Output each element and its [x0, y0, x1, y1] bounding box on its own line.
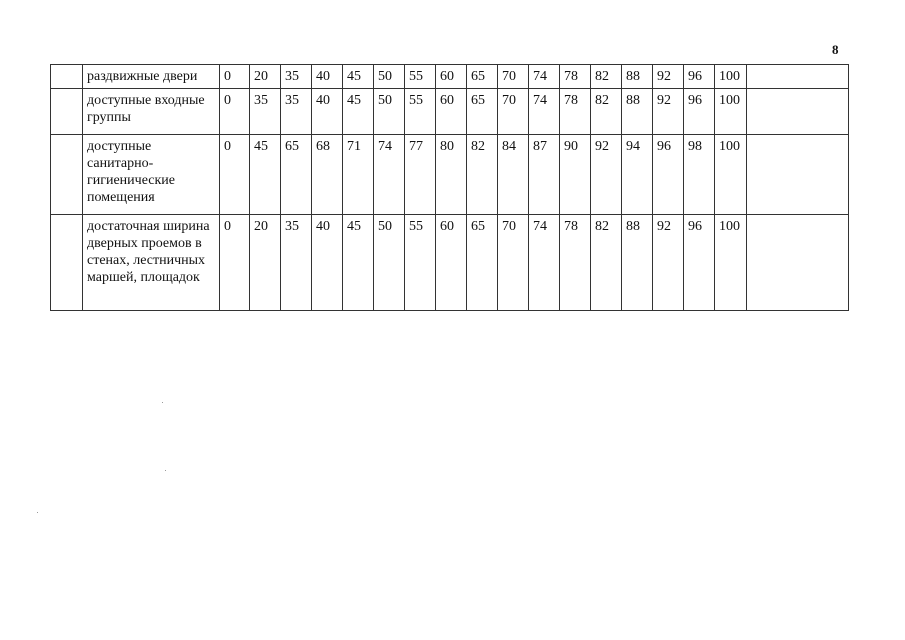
page-number: 8: [832, 42, 839, 57]
row-label: раздвижные двери: [83, 65, 220, 89]
value-cell: 50: [374, 65, 405, 89]
indicator-table: [50, 64, 849, 311]
value-cell: 88: [622, 65, 653, 89]
value-cell: 78: [560, 215, 591, 311]
value-cell: 60: [436, 89, 467, 135]
row-number-cell: [51, 89, 83, 135]
value-cell: 100: [715, 135, 747, 215]
table-row: [51, 215, 849, 311]
value-cell: 96: [684, 65, 715, 89]
value-cell: 68: [312, 135, 343, 215]
value-cell: 92: [653, 65, 684, 89]
value-cell: 45: [250, 135, 281, 215]
table-row: [51, 135, 849, 215]
value-cell: 87: [529, 135, 560, 215]
value-cell: 88: [622, 215, 653, 311]
value-cell: 55: [405, 65, 436, 89]
row-number-cell: [51, 135, 83, 215]
value-cell: 100: [715, 65, 747, 89]
value-cell: 60: [436, 65, 467, 89]
value-cell: 70: [498, 65, 529, 89]
value-cell: 35: [281, 65, 312, 89]
value-cell: 92: [591, 135, 622, 215]
value-cell: 50: [374, 215, 405, 311]
scan-speck: [162, 402, 163, 403]
row-label: доступные санитарно-гигиенические помещения: [83, 135, 220, 215]
value-cell: 82: [591, 215, 622, 311]
value-cell: 80: [436, 135, 467, 215]
value-cell: 0: [220, 135, 250, 215]
value-cell: 82: [591, 89, 622, 135]
row-label: доступные входные группы: [83, 89, 220, 135]
value-cell: 35: [281, 215, 312, 311]
value-cell: 78: [560, 89, 591, 135]
value-cell: 88: [622, 89, 653, 135]
value-cell: 45: [343, 215, 374, 311]
value-cell: 65: [467, 65, 498, 89]
value-cell: 40: [312, 65, 343, 89]
value-cell: 90: [560, 135, 591, 215]
empty-cell: [747, 89, 849, 135]
table-row: [51, 65, 849, 89]
value-cell: 96: [684, 89, 715, 135]
empty-cell: [747, 135, 849, 215]
value-cell: 70: [498, 89, 529, 135]
value-cell: 96: [684, 215, 715, 311]
table-row: [51, 89, 849, 135]
value-cell: 77: [405, 135, 436, 215]
value-cell: 84: [498, 135, 529, 215]
value-cell: 74: [374, 135, 405, 215]
value-cell: 94: [622, 135, 653, 215]
value-cell: 20: [250, 65, 281, 89]
row-number-cell: [51, 65, 83, 89]
value-cell: 0: [220, 65, 250, 89]
scan-speck: [165, 470, 166, 471]
value-cell: 0: [220, 89, 250, 135]
value-cell: 82: [467, 135, 498, 215]
value-cell: 20: [250, 215, 281, 311]
value-cell: 65: [467, 89, 498, 135]
value-cell: 78: [560, 65, 591, 89]
empty-cell: [747, 215, 849, 311]
empty-cell: [747, 65, 849, 89]
scan-speck: [37, 512, 38, 513]
value-cell: 45: [343, 65, 374, 89]
value-cell: 82: [591, 65, 622, 89]
value-cell: 100: [715, 89, 747, 135]
value-cell: 35: [250, 89, 281, 135]
value-cell: 92: [653, 215, 684, 311]
value-cell: 0: [220, 215, 250, 311]
value-cell: 65: [467, 215, 498, 311]
value-cell: 96: [653, 135, 684, 215]
value-cell: 50: [374, 89, 405, 135]
value-cell: 40: [312, 215, 343, 311]
row-number-cell: [51, 215, 83, 311]
value-cell: 71: [343, 135, 374, 215]
value-cell: 40: [312, 89, 343, 135]
value-cell: 100: [715, 215, 747, 311]
value-cell: 35: [281, 89, 312, 135]
value-cell: 55: [405, 89, 436, 135]
value-cell: 60: [436, 215, 467, 311]
value-cell: 65: [281, 135, 312, 215]
value-cell: 92: [653, 89, 684, 135]
value-cell: 55: [405, 215, 436, 311]
value-cell: 98: [684, 135, 715, 215]
value-cell: 70: [498, 215, 529, 311]
value-cell: 74: [529, 89, 560, 135]
value-cell: 45: [343, 89, 374, 135]
value-cell: 74: [529, 65, 560, 89]
row-label: достаточная ширина дверных проемов в стенах, лестничных маршей, площадок: [83, 215, 220, 311]
value-cell: 74: [529, 215, 560, 311]
